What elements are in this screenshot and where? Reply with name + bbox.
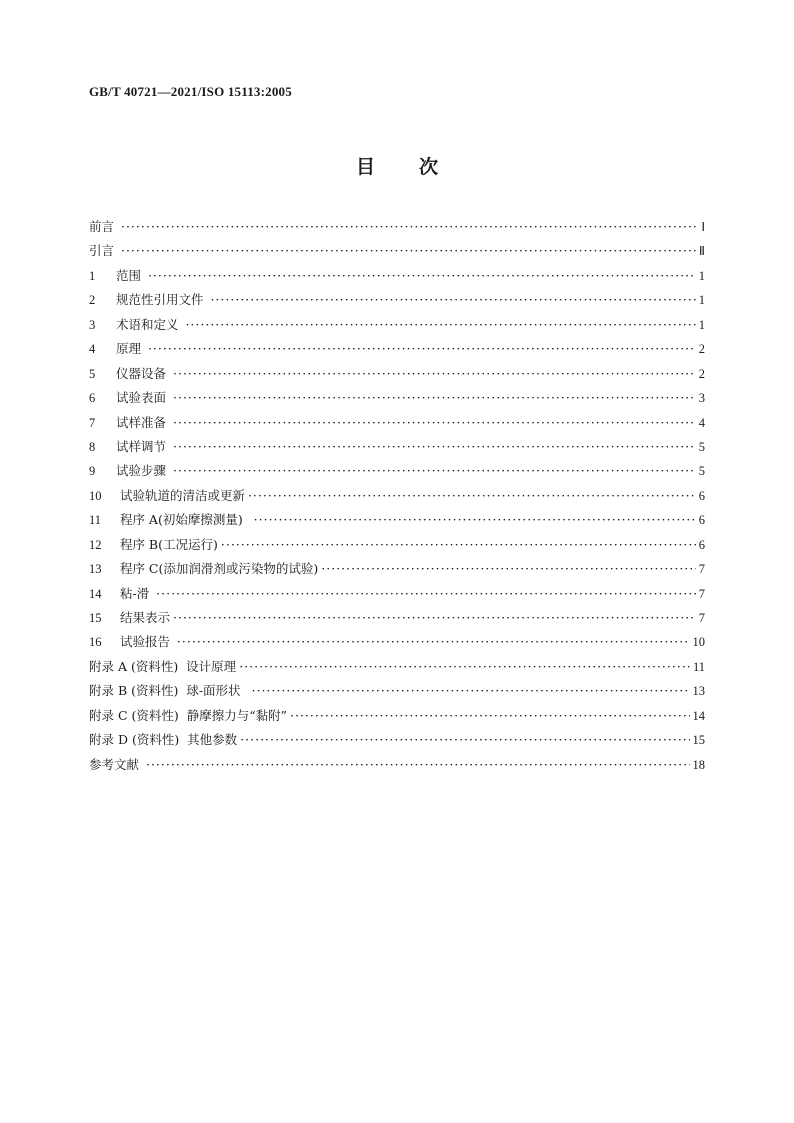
toc-entry-number: 2 [89, 293, 96, 308]
dot-leader [173, 437, 696, 457]
toc-entry[interactable] [89, 339, 705, 363]
toc-entry-page: 10 [692, 635, 705, 650]
toc-entry-number: 11 [89, 513, 102, 528]
toc-entry-page: 7 [698, 562, 705, 577]
toc-entry[interactable] [89, 290, 705, 314]
toc-entry-page: 2 [698, 342, 705, 357]
toc-entry-page: 6 [698, 537, 705, 552]
dot-leader [173, 364, 696, 384]
title-char: 目 [355, 156, 375, 178]
toc-entry-page: 6 [698, 513, 705, 528]
toc-entry-label: 试验轨道的清洁或更新 [112, 487, 245, 503]
dot-leader [290, 706, 690, 726]
toc-entry[interactable] [89, 730, 705, 754]
toc-entry-label: 范围 [112, 267, 145, 283]
toc-entry-label: 术语和定义 [112, 316, 183, 332]
toc-entry-number: 15 [89, 611, 102, 625]
toc-entry[interactable] [89, 632, 705, 656]
dot-leader [173, 388, 696, 408]
toc-entry-page: 7 [698, 611, 705, 625]
toc-entry-label: 程序 C(添加润滑剂或污染物的试验) [112, 561, 319, 577]
table-of-contents [89, 217, 705, 779]
dot-leader [239, 657, 690, 677]
toc-entry-number: 13 [89, 562, 102, 577]
toc-entry-page: 1 [698, 268, 705, 283]
toc-entry-label: 试验步骤 [112, 463, 170, 479]
toc-entry-page: 5 [698, 439, 705, 454]
toc-entry-number: 10 [89, 488, 102, 503]
toc-entry[interactable] [89, 486, 705, 510]
dot-leader [252, 681, 690, 701]
toc-entry-number: 7 [89, 415, 96, 430]
toc-entry[interactable] [89, 510, 705, 534]
toc-entry-label: 引言 [89, 243, 118, 259]
page-title [0, 152, 794, 179]
toc-entry[interactable] [89, 241, 705, 265]
toc-entry-label: 粘-滑 [112, 585, 154, 601]
dot-leader [248, 486, 696, 506]
toc-entry[interactable] [89, 706, 705, 730]
toc-entry-label: 结果表示 [112, 610, 170, 625]
toc-entry-number: 3 [89, 317, 96, 332]
toc-entry-page: 14 [692, 708, 705, 723]
toc-entry[interactable] [89, 315, 705, 339]
dot-leader [156, 584, 696, 604]
toc-entry-page: 3 [698, 391, 705, 406]
dot-leader [321, 559, 696, 579]
toc-entry[interactable] [89, 535, 705, 559]
dot-leader [210, 290, 695, 310]
toc-entry-page: 6 [698, 488, 705, 503]
toc-entry[interactable] [89, 681, 705, 705]
toc-entry-page: 18 [692, 757, 705, 772]
title-char: 次 [419, 156, 439, 178]
dot-leader [146, 755, 690, 775]
toc-entry-page: 7 [698, 586, 705, 601]
dot-leader [173, 461, 696, 481]
toc-entry-label: 参考文献 [89, 756, 143, 772]
toc-entry-page: 1 [698, 293, 705, 308]
dot-leader [177, 632, 690, 652]
dot-leader [221, 535, 696, 555]
toc-entry-page: 5 [698, 464, 705, 479]
dot-leader [148, 266, 696, 286]
toc-entry-number: 16 [89, 635, 102, 650]
toc-entry[interactable] [89, 266, 705, 290]
toc-entry[interactable] [89, 461, 705, 485]
toc-entry-label: 原理 [112, 341, 145, 357]
toc-entry-label: 附录 A (资料性) 设计原理 [89, 658, 237, 674]
dot-leader [185, 315, 695, 335]
toc-entry[interactable] [89, 657, 705, 681]
toc-entry-page: Ⅱ [698, 244, 705, 259]
toc-entry-page: 2 [698, 366, 705, 381]
dot-leader [254, 510, 696, 530]
toc-entry-label: 试样调节 [112, 438, 170, 454]
toc-entry-page: 11 [692, 659, 705, 674]
toc-entry-number: 6 [89, 391, 96, 406]
toc-entry-page: 1 [698, 317, 705, 332]
toc-entry-number: 4 [89, 342, 96, 357]
toc-entry-label: 试验表面 [112, 390, 170, 406]
toc-entry-label: 程序 A(初始摩擦测量) [112, 512, 251, 528]
toc-entry-label: 前言 [89, 219, 118, 234]
toc-entry-number: 12 [89, 537, 102, 552]
dot-leader [173, 413, 696, 433]
dot-leader [121, 217, 698, 237]
toc-entry[interactable] [89, 755, 705, 779]
toc-entry-page: 15 [692, 733, 705, 748]
toc-entry-label: 试验报告 [112, 634, 174, 650]
toc-entry-label: 程序 B(工况运行) [112, 536, 218, 552]
toc-entry-page: 13 [692, 684, 705, 699]
dot-leader [121, 241, 696, 261]
toc-entry-label: 附录 D (资料性) 其他参数 [89, 732, 238, 748]
toc-entry-label: 试样准备 [112, 414, 170, 430]
toc-entry-number: 8 [89, 439, 96, 454]
toc-entry-label: 仪器设备 [112, 365, 170, 381]
toc-entry-number: 14 [89, 586, 102, 601]
toc-entry[interactable] [89, 559, 705, 583]
toc-entry-label: 附录 C (资料性) 静摩擦力与“黏附” [89, 707, 287, 723]
dot-leader [240, 730, 689, 750]
standard-number-header: GB/T 40721—2021/ISO 15113:2005 [89, 84, 292, 99]
toc-entry-label: 附录 B (资料性) 球-面形状 [89, 683, 249, 699]
dot-leader [173, 608, 696, 628]
toc-entry-page: Ⅰ [701, 220, 705, 234]
dot-leader [148, 339, 696, 359]
toc-entry-page: 4 [698, 415, 705, 430]
toc-entry[interactable] [89, 584, 705, 608]
toc-entry-label: 规范性引用文件 [112, 292, 208, 308]
toc-entry[interactable] [89, 388, 705, 412]
toc-entry[interactable] [89, 608, 705, 632]
toc-entry-number: 9 [89, 464, 96, 479]
toc-entry[interactable] [89, 364, 705, 388]
toc-entry-number: 5 [89, 366, 96, 381]
toc-entry[interactable] [89, 217, 705, 241]
toc-entry[interactable] [89, 437, 705, 461]
toc-entry[interactable] [89, 413, 705, 437]
toc-entry-number: 1 [89, 268, 96, 283]
